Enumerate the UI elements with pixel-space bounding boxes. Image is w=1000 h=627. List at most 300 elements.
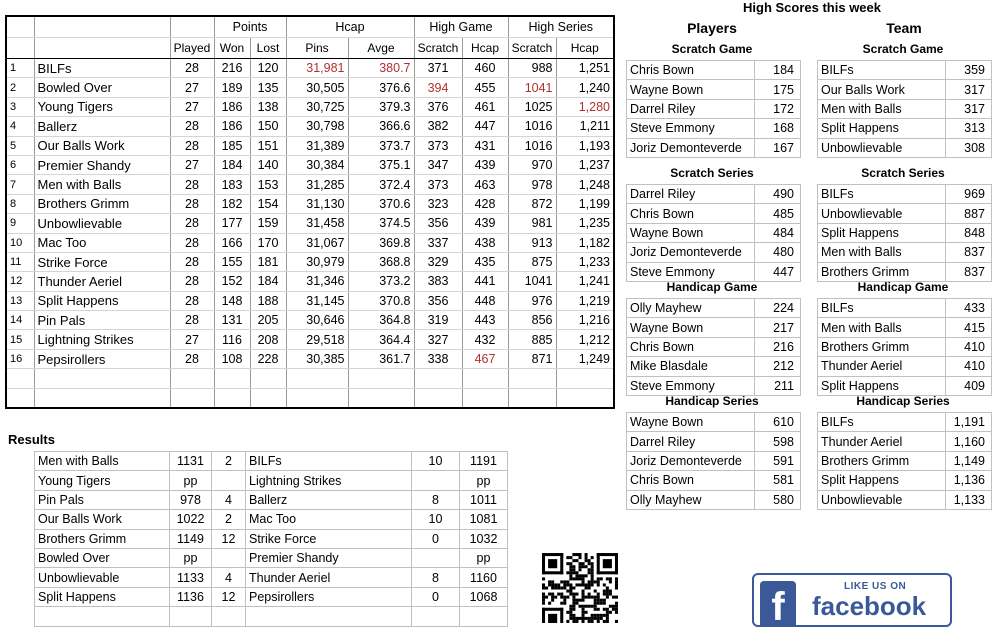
cell-hg-h: 463 bbox=[462, 175, 508, 194]
cell-lost: 153 bbox=[250, 175, 286, 194]
cell-lost: 170 bbox=[250, 233, 286, 252]
cell-pins: 30,505 bbox=[286, 78, 348, 97]
cell-hs-s: 913 bbox=[508, 233, 556, 252]
cell-team: Split Happens bbox=[34, 291, 170, 310]
score-row bbox=[818, 299, 992, 318]
players-scores-table bbox=[626, 60, 801, 158]
cell-pos: 12 bbox=[6, 272, 34, 291]
score-value: 610 bbox=[755, 413, 801, 432]
cell-played: 28 bbox=[170, 311, 214, 330]
score-name: Darrel Riley bbox=[627, 185, 755, 204]
standings-row bbox=[6, 175, 614, 194]
cell-hs-s: 970 bbox=[508, 155, 556, 174]
players-scores-table bbox=[626, 298, 801, 396]
cell-team: Bowled Over bbox=[34, 78, 170, 97]
standings-row bbox=[6, 59, 614, 78]
cell-hs-h: 1,280 bbox=[556, 97, 614, 116]
score-name: Split Happens bbox=[818, 119, 946, 138]
cell-pins: 30,798 bbox=[286, 117, 348, 136]
cell-played: 27 bbox=[170, 330, 214, 349]
cell-won: 216 bbox=[214, 59, 250, 78]
score-row bbox=[818, 204, 992, 223]
score-value: 168 bbox=[755, 119, 801, 138]
score-row bbox=[627, 138, 801, 157]
away-team: BILFs bbox=[246, 452, 412, 471]
standings-row bbox=[6, 78, 614, 97]
away-team: Mac Too bbox=[246, 510, 412, 529]
cell-hg-h: 431 bbox=[462, 136, 508, 155]
score-name: Our Balls Work bbox=[818, 80, 946, 99]
standings-row bbox=[6, 194, 614, 213]
score-row bbox=[818, 80, 992, 99]
home-team: Unbowlievable bbox=[35, 568, 170, 587]
score-row bbox=[627, 185, 801, 204]
cell-pins: 30,646 bbox=[286, 311, 348, 330]
cell-pins: 31,285 bbox=[286, 175, 348, 194]
score-value: 175 bbox=[755, 80, 801, 99]
result-row bbox=[35, 452, 508, 471]
cell-lost: 181 bbox=[250, 252, 286, 271]
score-value: 211 bbox=[755, 376, 801, 395]
cell-hs-h: 1,233 bbox=[556, 252, 614, 271]
cell-played: 28 bbox=[170, 175, 214, 194]
cell-avge: 369.8 bbox=[348, 233, 414, 252]
cell-hg-s: 329 bbox=[414, 252, 462, 271]
score-row bbox=[627, 357, 801, 376]
score-row bbox=[818, 432, 992, 451]
cell-won: 108 bbox=[214, 349, 250, 368]
cell-pins: 30,725 bbox=[286, 97, 348, 116]
score-name: Chris Bown bbox=[627, 204, 755, 223]
cell-avge: 370.6 bbox=[348, 194, 414, 213]
score-name: Men with Balls bbox=[818, 243, 946, 262]
score-value: 217 bbox=[755, 318, 801, 337]
cell-hs-s: 1016 bbox=[508, 117, 556, 136]
cell-hg-h: 439 bbox=[462, 214, 508, 233]
cell-lost: 188 bbox=[250, 291, 286, 310]
cell-hs-s: 885 bbox=[508, 330, 556, 349]
cell-hg-s: 356 bbox=[414, 291, 462, 310]
score-name: Men with Balls bbox=[818, 318, 946, 337]
result-row bbox=[35, 587, 508, 606]
cell-hs-h: 1,251 bbox=[556, 59, 614, 78]
cell-played: 28 bbox=[170, 117, 214, 136]
cell-hg-h: 460 bbox=[462, 59, 508, 78]
score-value: 216 bbox=[755, 337, 801, 356]
cell-avge: 370.8 bbox=[348, 291, 414, 310]
cell-pins: 31,130 bbox=[286, 194, 348, 213]
cell-pins: 30,384 bbox=[286, 155, 348, 174]
players-section-title: Scratch Series bbox=[670, 166, 754, 180]
cell-hs-s: 1016 bbox=[508, 136, 556, 155]
cell-hs-h: 1,193 bbox=[556, 136, 614, 155]
score-value: 887 bbox=[946, 204, 992, 223]
score-row bbox=[627, 413, 801, 432]
team-scores-table bbox=[817, 412, 992, 510]
facebook-wordmark: facebook bbox=[812, 591, 927, 621]
players-section-title: Scratch Game bbox=[671, 42, 753, 56]
standings-row bbox=[6, 291, 614, 310]
result-row bbox=[35, 529, 508, 548]
away-team: Pepsirollers bbox=[246, 587, 412, 606]
cell-lost: 150 bbox=[250, 117, 286, 136]
score-value: 410 bbox=[946, 337, 992, 356]
standings-row bbox=[6, 349, 614, 368]
score-row bbox=[818, 357, 992, 376]
cell-hs-s: 1041 bbox=[508, 272, 556, 291]
score-name: Chris Bown bbox=[627, 471, 755, 490]
score-name: Unbowlievable bbox=[818, 138, 946, 157]
cell-pos: 15 bbox=[6, 330, 34, 349]
score-row bbox=[627, 337, 801, 356]
cell-avge: 366.6 bbox=[348, 117, 414, 136]
away-score: 1081 bbox=[460, 510, 508, 529]
standings-header-row bbox=[6, 38, 614, 59]
high-scores-title: High Scores this week bbox=[743, 0, 881, 15]
score-row bbox=[627, 243, 801, 262]
col-header: Scratch bbox=[414, 38, 462, 59]
score-value: 410 bbox=[946, 357, 992, 376]
score-name: Split Happens bbox=[818, 223, 946, 242]
cell-won: 155 bbox=[214, 252, 250, 271]
cell-avge: 376.6 bbox=[348, 78, 414, 97]
score-name: Split Happens bbox=[818, 376, 946, 395]
cell-pins: 30,385 bbox=[286, 349, 348, 368]
cell-team: BILFs bbox=[34, 59, 170, 78]
cell-team: Premier Shandy bbox=[34, 155, 170, 174]
cell-avge: 372.4 bbox=[348, 175, 414, 194]
score-name: BILFs bbox=[818, 299, 946, 318]
score-value: 313 bbox=[946, 119, 992, 138]
home-team: Young Tigers bbox=[35, 471, 170, 490]
score-name: Brothers Grimm bbox=[818, 262, 946, 281]
cell-team: Thunder Aeriel bbox=[34, 272, 170, 291]
home-score: 1136 bbox=[170, 587, 212, 606]
cell-avge: 364.8 bbox=[348, 311, 414, 330]
cell-avge: 379.3 bbox=[348, 97, 414, 116]
standings-row bbox=[6, 214, 614, 233]
cell-pos: 11 bbox=[6, 252, 34, 271]
score-row bbox=[627, 376, 801, 395]
cell-team: Our Balls Work bbox=[34, 136, 170, 155]
cell-pos: 14 bbox=[6, 311, 34, 330]
cell-hs-h: 1,211 bbox=[556, 117, 614, 136]
home-score: pp bbox=[170, 548, 212, 567]
cell-hg-s: 382 bbox=[414, 117, 462, 136]
standings-row bbox=[6, 330, 614, 349]
col-header: Scratch bbox=[508, 38, 556, 59]
score-row bbox=[627, 119, 801, 138]
score-row bbox=[627, 318, 801, 337]
score-value: 1,149 bbox=[946, 451, 992, 470]
cell-team: Ballerz bbox=[34, 117, 170, 136]
score-row bbox=[818, 376, 992, 395]
home-points: 4 bbox=[212, 568, 246, 587]
cell-played: 28 bbox=[170, 252, 214, 271]
cell-hs-h: 1,212 bbox=[556, 330, 614, 349]
score-row bbox=[818, 490, 992, 509]
standings-row bbox=[6, 272, 614, 291]
cell-team: Pin Pals bbox=[34, 311, 170, 330]
score-row bbox=[818, 413, 992, 432]
cell-pos: 8 bbox=[6, 194, 34, 213]
standings-row bbox=[6, 117, 614, 136]
score-value: 409 bbox=[946, 376, 992, 395]
cell-lost: 140 bbox=[250, 155, 286, 174]
result-row bbox=[35, 471, 508, 490]
score-name: Steve Emmony bbox=[627, 376, 755, 395]
cell-team: Unbowlievable bbox=[34, 214, 170, 233]
players-section-title: Handicap Game bbox=[666, 280, 758, 294]
cell-pos: 13 bbox=[6, 291, 34, 310]
away-score: pp bbox=[460, 548, 508, 567]
score-row bbox=[627, 80, 801, 99]
empty-row bbox=[35, 607, 508, 626]
facebook-icon: f bbox=[760, 581, 796, 627]
cell-pos: 9 bbox=[6, 214, 34, 233]
cell-hs-s: 1025 bbox=[508, 97, 556, 116]
cell-hg-h: 447 bbox=[462, 117, 508, 136]
cell-won: 116 bbox=[214, 330, 250, 349]
score-name: Olly Mayhew bbox=[627, 299, 755, 318]
cell-played: 27 bbox=[170, 97, 214, 116]
score-value: 1,160 bbox=[946, 432, 992, 451]
score-name: Men with Balls bbox=[818, 99, 946, 118]
cell-team: Men with Balls bbox=[34, 175, 170, 194]
facebook-like-badge[interactable] bbox=[752, 573, 952, 627]
cell-hg-s: 347 bbox=[414, 155, 462, 174]
cell-pos: 6 bbox=[6, 155, 34, 174]
score-value: 447 bbox=[755, 262, 801, 281]
cell-won: 186 bbox=[214, 117, 250, 136]
score-row bbox=[627, 99, 801, 118]
cell-played: 28 bbox=[170, 272, 214, 291]
team-section-title: Handicap Game bbox=[857, 280, 949, 294]
score-row bbox=[818, 451, 992, 470]
score-value: 837 bbox=[946, 262, 992, 281]
away-score: pp bbox=[460, 471, 508, 490]
results-title: Results bbox=[8, 432, 55, 447]
cell-won: 183 bbox=[214, 175, 250, 194]
col-header: Won bbox=[214, 38, 250, 59]
score-value: 837 bbox=[946, 243, 992, 262]
cell-pins: 29,518 bbox=[286, 330, 348, 349]
cell-hg-s: 383 bbox=[414, 272, 462, 291]
score-row bbox=[818, 99, 992, 118]
standings-row bbox=[6, 311, 614, 330]
score-name: BILFs bbox=[818, 61, 946, 80]
cell-lost: 135 bbox=[250, 78, 286, 97]
cell-hs-s: 871 bbox=[508, 349, 556, 368]
team-scores-table bbox=[817, 184, 992, 282]
home-points: 2 bbox=[212, 510, 246, 529]
players-scores-table bbox=[626, 184, 801, 282]
score-name: Unbowlievable bbox=[818, 204, 946, 223]
cell-hg-s: 373 bbox=[414, 175, 462, 194]
cell-won: 177 bbox=[214, 214, 250, 233]
cell-team: Lightning Strikes bbox=[34, 330, 170, 349]
score-row bbox=[627, 299, 801, 318]
cell-hg-h: 448 bbox=[462, 291, 508, 310]
standings-row bbox=[6, 252, 614, 271]
cell-hg-h: 455 bbox=[462, 78, 508, 97]
score-name: Thunder Aeriel bbox=[818, 432, 946, 451]
cell-team: Pepsirollers bbox=[34, 349, 170, 368]
cell-pins: 31,067 bbox=[286, 233, 348, 252]
cell-avge: 380.7 bbox=[348, 59, 414, 78]
score-name: Brothers Grimm bbox=[818, 337, 946, 356]
score-row bbox=[818, 262, 992, 281]
away-score: 1191 bbox=[460, 452, 508, 471]
cell-lost: 151 bbox=[250, 136, 286, 155]
cell-hg-h: 439 bbox=[462, 155, 508, 174]
col-header: Played bbox=[170, 38, 214, 59]
score-row bbox=[818, 243, 992, 262]
home-team: Brothers Grimm bbox=[35, 529, 170, 548]
score-name: Olly Mayhew bbox=[627, 490, 755, 509]
cell-hs-h: 1,240 bbox=[556, 78, 614, 97]
cell-pos: 16 bbox=[6, 349, 34, 368]
cell-pins: 31,981 bbox=[286, 59, 348, 78]
standings-header-group bbox=[6, 16, 614, 38]
score-name: Steve Emmony bbox=[627, 119, 755, 138]
score-value: 480 bbox=[755, 243, 801, 262]
cell-hs-h: 1,216 bbox=[556, 311, 614, 330]
away-score: 1068 bbox=[460, 587, 508, 606]
cell-hg-h: 443 bbox=[462, 311, 508, 330]
cell-hs-s: 981 bbox=[508, 214, 556, 233]
away-score: 1011 bbox=[460, 490, 508, 509]
home-points bbox=[212, 548, 246, 567]
away-points bbox=[412, 471, 460, 490]
score-name: Unbowlievable bbox=[818, 490, 946, 509]
home-team: Split Happens bbox=[35, 587, 170, 606]
score-value: 1,133 bbox=[946, 490, 992, 509]
high-series-header: High Series bbox=[508, 16, 614, 38]
cell-hg-h: 461 bbox=[462, 97, 508, 116]
score-value: 433 bbox=[946, 299, 992, 318]
home-points bbox=[212, 471, 246, 490]
score-row bbox=[818, 318, 992, 337]
cell-hs-h: 1,219 bbox=[556, 291, 614, 310]
cell-hs-s: 988 bbox=[508, 59, 556, 78]
cell-team: Young Tigers bbox=[34, 97, 170, 116]
cell-lost: 205 bbox=[250, 311, 286, 330]
like-us-text: LIKE US ON bbox=[844, 581, 907, 592]
cell-hg-s: 371 bbox=[414, 59, 462, 78]
score-value: 1,136 bbox=[946, 471, 992, 490]
away-points: 0 bbox=[412, 529, 460, 548]
score-row bbox=[627, 471, 801, 490]
score-row bbox=[818, 185, 992, 204]
cell-lost: 138 bbox=[250, 97, 286, 116]
score-value: 317 bbox=[946, 99, 992, 118]
home-score: 1022 bbox=[170, 510, 212, 529]
cell-lost: 159 bbox=[250, 214, 286, 233]
score-name: Wayne Bown bbox=[627, 80, 755, 99]
cell-pos: 4 bbox=[6, 117, 34, 136]
away-points: 0 bbox=[412, 587, 460, 606]
score-name: BILFs bbox=[818, 413, 946, 432]
home-score: pp bbox=[170, 471, 212, 490]
result-row bbox=[35, 510, 508, 529]
score-row bbox=[627, 451, 801, 470]
cell-won: 186 bbox=[214, 97, 250, 116]
away-score: 1032 bbox=[460, 529, 508, 548]
cell-pos: 1 bbox=[6, 59, 34, 78]
score-row bbox=[627, 223, 801, 242]
col-header: Lost bbox=[250, 38, 286, 59]
cell-played: 28 bbox=[170, 214, 214, 233]
away-team: Strike Force bbox=[246, 529, 412, 548]
score-value: 591 bbox=[755, 451, 801, 470]
home-score: 1149 bbox=[170, 529, 212, 548]
cell-hs-s: 872 bbox=[508, 194, 556, 213]
score-name: Wayne Bown bbox=[627, 223, 755, 242]
team-section-title: Handicap Series bbox=[856, 394, 950, 408]
cell-lost: 120 bbox=[250, 59, 286, 78]
cell-hs-h: 1,241 bbox=[556, 272, 614, 291]
hcap-header: Hcap bbox=[286, 16, 414, 38]
results-table bbox=[34, 451, 508, 627]
score-value: 580 bbox=[755, 490, 801, 509]
score-name: Brothers Grimm bbox=[818, 451, 946, 470]
cell-won: 184 bbox=[214, 155, 250, 174]
cell-hg-s: 337 bbox=[414, 233, 462, 252]
home-team: Pin Pals bbox=[35, 490, 170, 509]
cell-hg-s: 323 bbox=[414, 194, 462, 213]
cell-won: 189 bbox=[214, 78, 250, 97]
cell-team: Mac Too bbox=[34, 233, 170, 252]
home-team: Men with Balls bbox=[35, 452, 170, 471]
cell-hs-s: 856 bbox=[508, 311, 556, 330]
cell-pins: 31,389 bbox=[286, 136, 348, 155]
away-points: 8 bbox=[412, 568, 460, 587]
home-points: 12 bbox=[212, 529, 246, 548]
cell-hg-h: 438 bbox=[462, 233, 508, 252]
score-value: 172 bbox=[755, 99, 801, 118]
cell-played: 28 bbox=[170, 233, 214, 252]
cell-hg-s: 356 bbox=[414, 214, 462, 233]
home-points: 4 bbox=[212, 490, 246, 509]
score-name: Joriz Demonteverde bbox=[627, 451, 755, 470]
away-points: 8 bbox=[412, 490, 460, 509]
players-scores-table bbox=[626, 412, 801, 510]
standings-row bbox=[6, 136, 614, 155]
standings-row bbox=[6, 233, 614, 252]
score-row bbox=[818, 119, 992, 138]
score-name: Darrel Riley bbox=[627, 432, 755, 451]
cell-hs-h: 1,199 bbox=[556, 194, 614, 213]
cell-hg-s: 319 bbox=[414, 311, 462, 330]
cell-hg-s: 376 bbox=[414, 97, 462, 116]
score-value: 224 bbox=[755, 299, 801, 318]
cell-played: 28 bbox=[170, 349, 214, 368]
cell-hg-s: 338 bbox=[414, 349, 462, 368]
home-points: 12 bbox=[212, 587, 246, 606]
cell-avge: 375.1 bbox=[348, 155, 414, 174]
col-header: Avge bbox=[348, 38, 414, 59]
cell-played: 27 bbox=[170, 155, 214, 174]
cell-pins: 31,346 bbox=[286, 272, 348, 291]
score-row bbox=[627, 61, 801, 80]
cell-won: 148 bbox=[214, 291, 250, 310]
cell-pins: 31,145 bbox=[286, 291, 348, 310]
score-row bbox=[627, 432, 801, 451]
cell-lost: 228 bbox=[250, 349, 286, 368]
home-score: 978 bbox=[170, 490, 212, 509]
away-points bbox=[412, 548, 460, 567]
